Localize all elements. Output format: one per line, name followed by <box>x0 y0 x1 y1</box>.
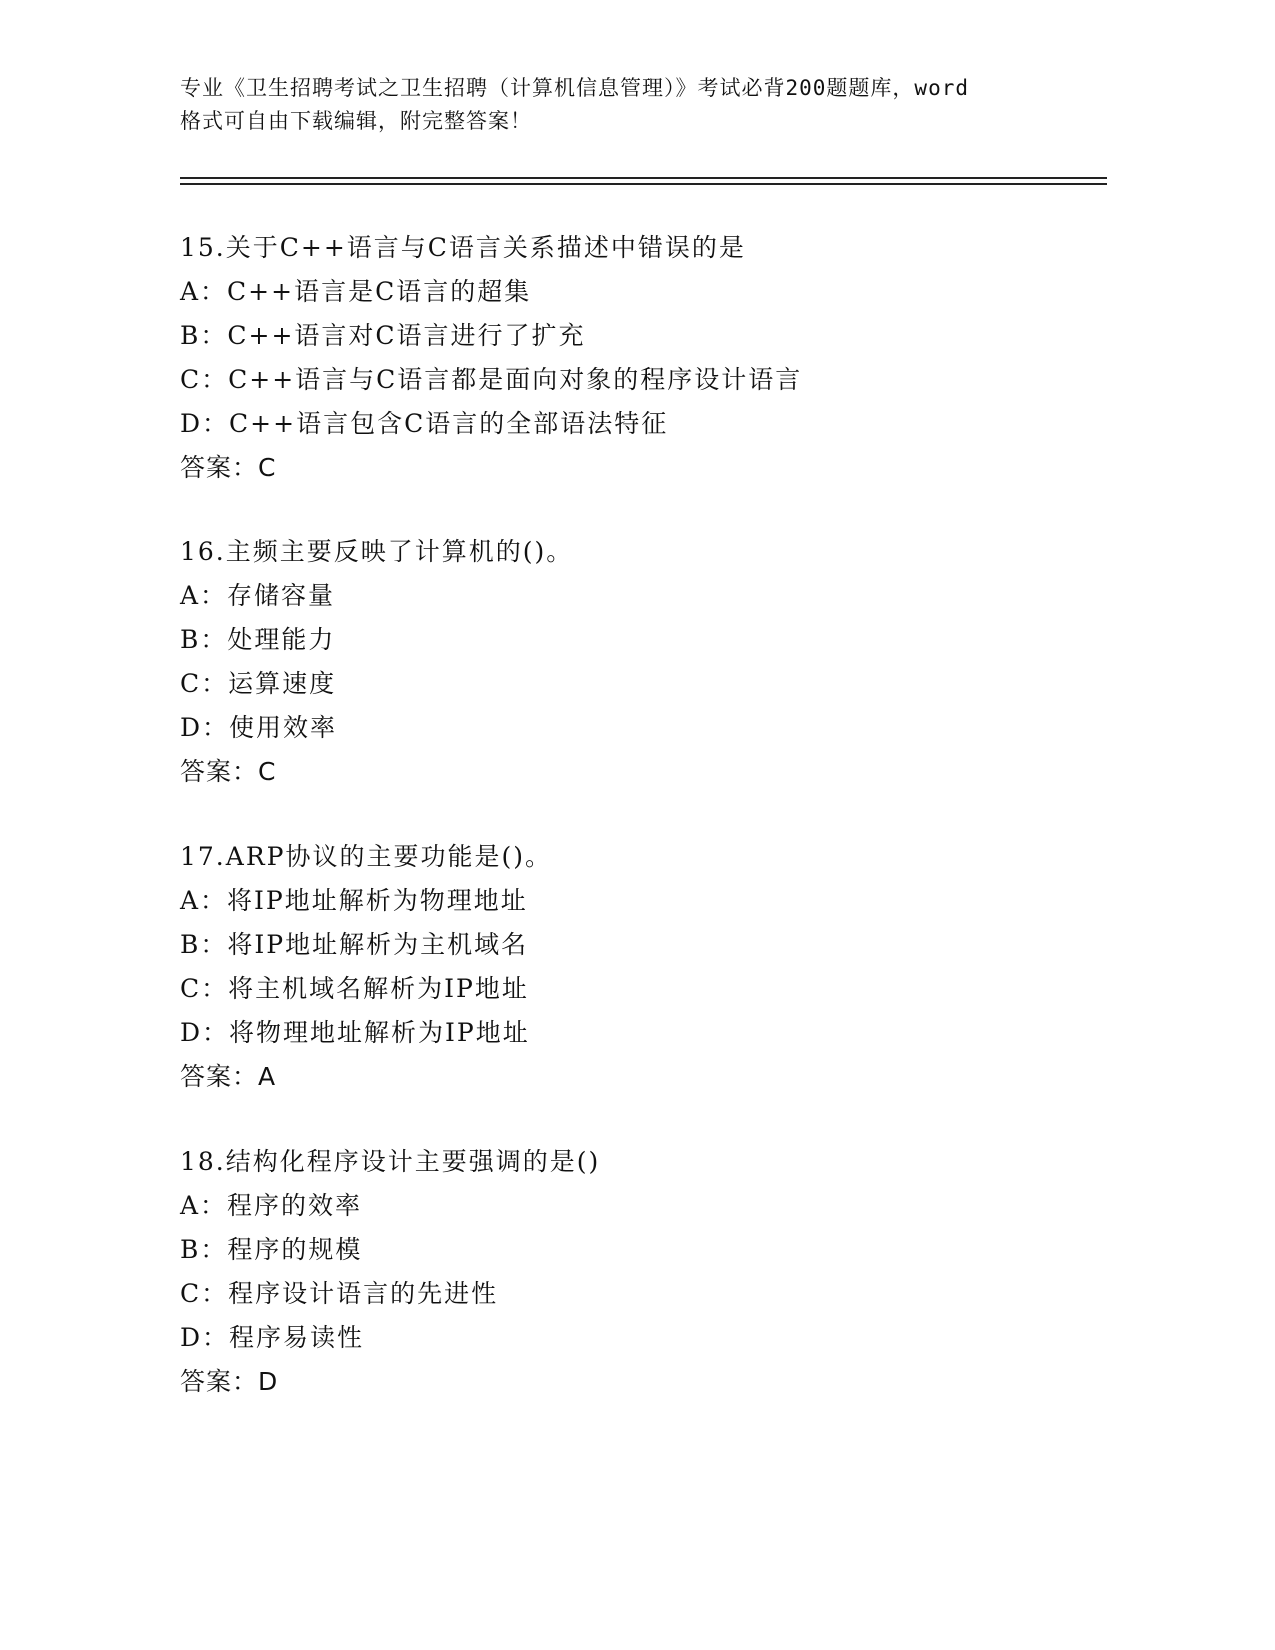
header-line-2: 格式可自由下载编辑，附完整答案！ <box>180 109 532 133</box>
question-stem: 17.ARP协议的主要功能是()。 <box>180 842 552 871</box>
option-b: B：C++语言对C语言进行了扩充 <box>180 321 586 350</box>
question-15 <box>180 226 1080 490</box>
option-d: D：使用效率 <box>180 713 338 742</box>
question-stem: 15.关于C++语言与C语言关系描述中错误的是 <box>180 233 746 262</box>
question-stem: 16.主频主要反映了计算机的()。 <box>180 537 574 566</box>
option-c: C：程序设计语言的先进性 <box>180 1279 499 1308</box>
question-stem: 18.结构化程序设计主要强调的是() <box>180 1147 601 1176</box>
option-b: B：将IP地址解析为主机域名 <box>180 930 529 959</box>
option-b: B：程序的规模 <box>180 1235 363 1264</box>
option-c: C：将主机域名解析为IP地址 <box>180 974 529 1003</box>
document-header <box>180 72 1060 138</box>
option-c: C：C++语言与C语言都是面向对象的程序设计语言 <box>180 365 803 394</box>
option-a: A：存储容量 <box>180 581 336 610</box>
header-divider-top <box>180 177 1107 179</box>
header-line-1: 专业《卫生招聘考试之卫生招聘（计算机信息管理）》考试必背200题题库，word <box>180 76 969 100</box>
question-16 <box>180 530 1080 794</box>
option-b: B：处理能力 <box>180 625 336 654</box>
option-d: D：C++语言包含C语言的全部语法特征 <box>180 409 669 438</box>
option-d: D：将物理地址解析为IP地址 <box>180 1018 530 1047</box>
answer-line: 答案：C <box>180 757 277 786</box>
question-17 <box>180 835 1080 1099</box>
question-18 <box>180 1140 1080 1404</box>
answer-line: 答案：C <box>180 453 277 482</box>
answer-line: 答案：A <box>180 1062 277 1091</box>
header-divider-bottom <box>180 183 1107 185</box>
option-a: A：C++语言是C语言的超集 <box>180 277 532 306</box>
option-a: A：将IP地址解析为物理地址 <box>180 886 528 915</box>
option-c: C：运算速度 <box>180 669 337 698</box>
option-d: D：程序易读性 <box>180 1323 365 1352</box>
answer-line: 答案：D <box>180 1367 279 1396</box>
option-a: A：程序的效率 <box>180 1191 363 1220</box>
